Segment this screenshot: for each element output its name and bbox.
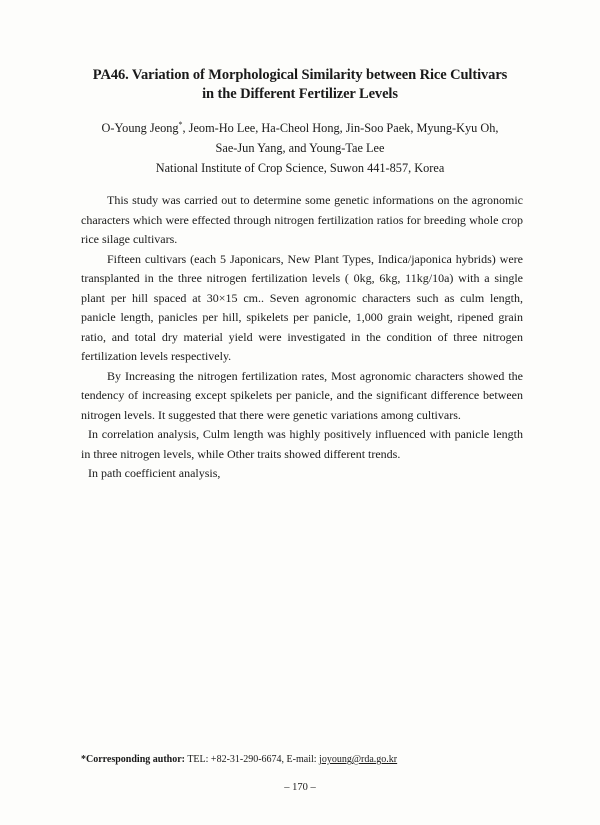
author-list [60,118,540,158]
corresponding-label: *Corresponding author: [81,754,185,765]
other-authors: , Jeom-Ho Lee, Ha-Cheol Hong, Jin-Soo Paek, Myung-Kyu Oh, [182,121,499,135]
email-link[interactable]: joyoung@rda.go.kr [319,754,398,765]
author-line-2: Sae-Jun Yang, and Young-Tae Lee [215,141,385,155]
page-number: – 170 – [284,782,316,793]
paragraph-5: In path coefficient analysis, [88,466,221,480]
paper-title [60,66,540,104]
corresponding-mark: * [178,119,183,129]
paragraph-3: By Increasing the nitrogen fertilization rates, Most agronomic characters showed the tendency of increasing except spikelets per panicle, and the significant difference between nitrogen levels. It suggested that there were genetic variations among cultivars. [81,368,523,422]
corresponding-author-note [81,753,541,767]
author-line-1 [60,118,540,138]
paragraph-1: This study was carried out to determine some genetic informations on the agronomic characters which were effected through nitrogen fertilization ratios for breeding whole crop rice silage cultivars. [81,193,523,246]
contact-info: TEL: +82-31-290-6674, E-mail: [185,754,320,765]
abstract-body [81,191,523,484]
first-author: O-Young Jeong [101,121,179,135]
title-line-2: in the Different Fertilizer Levels [202,86,398,102]
title-line-1: PA46. Variation of Morphological Similarity between Rice Cultivars [92,67,508,83]
affiliation: National Institute of Crop Science, Suwon 441-857, Korea [155,161,445,175]
paragraph-4: In correlation analysis, Culm length was highly positively influenced with panicle length in three nitrogen levels, while Other traits showed different trends. [81,427,523,461]
paragraph-2: Fifteen cultivars (each 5 Japonicars, New Plant Types, Indica/japonica hybrids) were transplanted in the three nitrogen fertilization levels ( 0kg, 6kg, 11kg/10a) with a single plant per hill spaced at 30×15 cm.. Seven agronomic characters such as culm length, panicle length, panicles per hill, spikelets per panicle, 1,000 grain weight, ripened grain ratio, and total dry material yield were investigated in the condition of three nitrogen fertilization levels respectively. [81,251,523,363]
